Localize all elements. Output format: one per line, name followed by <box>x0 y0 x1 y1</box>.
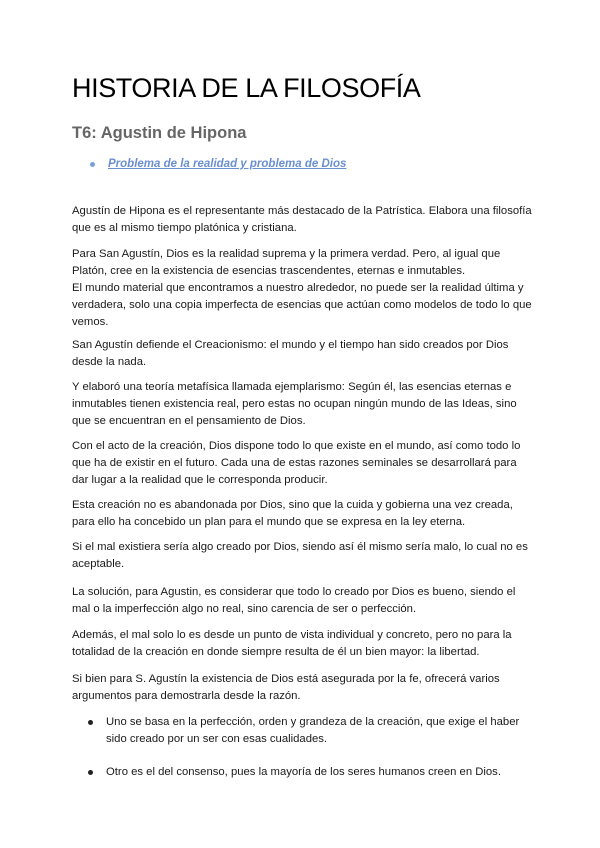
paragraph: La solución, para Agustin, es considerar que todo lo creado por Dios es bueno, siendo el mal o la imperfección algo no real, sino carencia de ser o perfección. <box>72 586 516 615</box>
document-subtitle: T6: Agustin de Hipona <box>72 124 247 142</box>
paragraph: San Agustín defiende el Creacionismo: el mundo y el tiempo han sido creados por Dios desde la nada. <box>72 339 509 368</box>
paragraph: Además, el mal solo lo es desde un punto de vista individual y concreto, pero no para la totalidad de la creación en donde siempre resulta de él un bien mayor: la libertad. <box>72 629 512 658</box>
toc-list <box>90 158 346 170</box>
paragraph: Si bien para S. Agustín la existencia de Dios está asegurada por la fe, ofrecerá varios argumentos para demostrarla desde la razón. <box>72 673 500 702</box>
document-title: HISTORIA DE LA FILOSOFÍA <box>72 73 421 103</box>
argument-list <box>88 714 518 797</box>
paragraph: Para San Agustín, Dios es la realidad suprema y la primera verdad. Pero, al igual que Platón, cree en la existencia de esencias trascendentes, eternas e inmutables. El mundo material que encontramos a nuestro alrededor, no puede ser la realidad última y verdadera, solo una copia imperfecta de esencias que actúan como modelos de todo lo que vemos. <box>72 248 532 328</box>
bullet-icon <box>88 770 93 775</box>
bullet-icon <box>90 162 95 167</box>
bullet-icon <box>88 720 93 725</box>
paragraph: Esta creación no es abandonada por Dios, sino que la cuida y gobierna una vez creada, para ello ha concebido un plan para el mundo que se expresa en la ley eterna. <box>72 499 513 528</box>
paragraph: Agustín de Hipona es el representante más destacado de la Patrística. Elabora una filosofía que es al mismo tiempo platónica y cristiana. <box>72 205 532 234</box>
toc-link[interactable]: Problema de la realidad y problema de Dios <box>108 158 347 170</box>
list-item: Uno se basa en la perfección, orden y grandeza de la creación, que exige el haber sido creado por un ser con esas cualidades. <box>88 714 518 748</box>
toc-item[interactable] <box>90 158 346 170</box>
list-item: Otro es el del consenso, pues la mayoría de los seres humanos creen en Dios. <box>88 764 518 781</box>
paragraph: Si el mal existiera sería algo creado por Dios, siendo así él mismo sería malo, lo cual no es aceptable. <box>72 541 528 570</box>
paragraph: Y elaboró una teoría metafísica llamada ejemplarismo: Según él, las esencias eternas e inmutables tienen existencia real, pero estas no ocupan ningún mundo de las Ideas, sino que se encuentran en el pensamiento de Dios. <box>72 381 517 427</box>
paragraph: Con el acto de la creación, Dios dispone todo lo que existe en el mundo, así como todo lo que ha de existir en el futuro. Cada una de estas razones seminales se desarrollará para dar lugar a la realidad que le corresponda producir. <box>72 440 521 486</box>
